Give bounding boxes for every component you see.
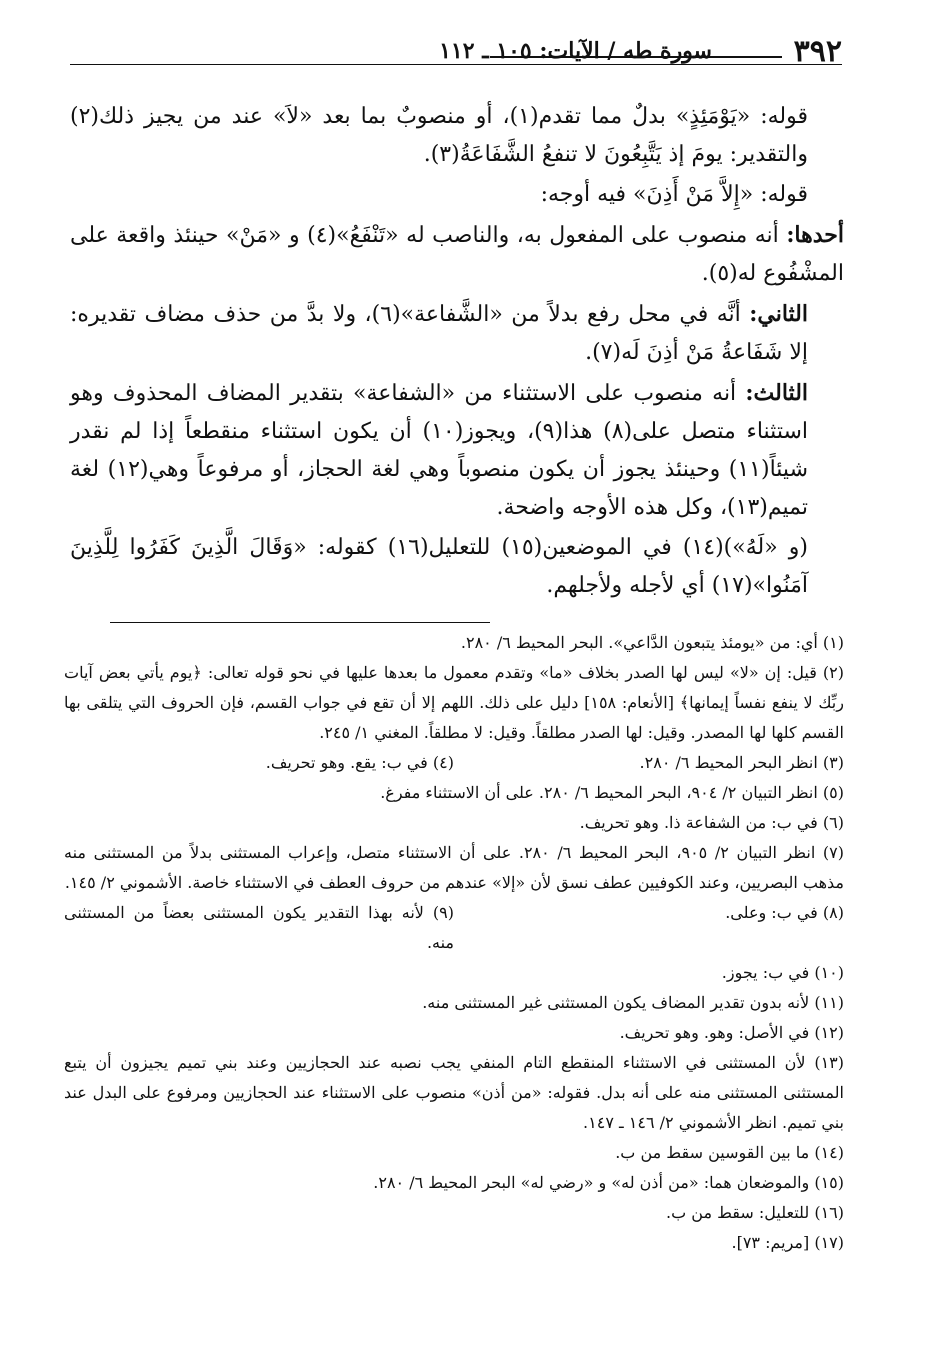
footnote-row	[64, 898, 844, 958]
footnote: (١٢) في الأصل: وهو. وهو تحريف.	[619, 1023, 844, 1042]
paragraph: الثالث: أنه منصوب على الاستثناء من «الشفاعة» بتقدير المضاف المحذوف وهو استثناء متصل على(٨) هذا(٩)، ويجوز(١٠) أن يكون استثناء منقطعاً إذا لم نقدر شيئاً(١١) وحينئذ يجوز أن يكون منصوباً وهي لغة الحجاز، أو مرفوعاً وهي(١٢) لغة تميم(١٣)، وكل هذه الأوجه واضحة.	[70, 380, 809, 520]
paragraph: قوله: «إِلاَّ مَنْ أَذِنَ» فيه أوجه:	[540, 182, 808, 207]
footnote-row	[64, 748, 844, 778]
footnote: (١٦) للتعليل: سقط من ب.	[666, 1203, 844, 1222]
footnote: (٧) انظر التبيان ٢/ ٩٠٥، البحر المحيط ٦/ ٢٨٠. على أن الاستثناء متصل، وإعراب المستثنى بدلاً من المستثنى منه مذهب البصريين، وعند الكوفيين عطف نسق لأن «إلا» عندهم من حروف العطف في الاستثناء خاصة. الأشموني ٢/ ١٤٥.	[64, 843, 845, 892]
footnote: (٦) في ب: من الشفاعة ذا. وهو تحريف.	[579, 813, 844, 832]
footnote-divider	[110, 622, 490, 623]
paragraph: (و «لَهُ»)(١٤) في الموضعين(١٥) للتعليل(١٦) كقوله: «وَقَالَ الَّذِينَ كَفَرُوا لِلَّذِينَ آمَنُوا»(١٧) أي لأجله ولأجلهم.	[70, 535, 808, 598]
footnote: (١٧) [مريم: ٧٣].	[731, 1233, 844, 1252]
footnote: (٥) انظر التبيان ٢/ ٩٠٤، البحر المحيط ٦/ ٢٨٠. على أن الاستثناء مفرغ.	[380, 783, 844, 802]
footnote: (١٥) والموضعان هما: «من أذن له» و «رضي له» البحر المحيط ٦/ ٢٨٠.	[373, 1173, 844, 1192]
header-divider	[70, 64, 842, 65]
paragraph: الثاني: أنَّه في محل رفع بدلاً من «الشَّفاعة»(٦)، ولا بدَّ من حذف مضاف تقديره: إلا شَفَاعةُ مَنْ أذِنَ لَه(٧).	[70, 301, 808, 365]
paragraph: أحدها: أنه منصوب على المفعول به، والناصب له «تَنْفَعُ»(٤) و «مَنْ» حينئذ واقعة على المشْفُوع له(٥).	[70, 222, 844, 286]
footnote: (١٤) ما بين القوسين سقط من ب.	[615, 1143, 844, 1162]
footnote: (١٣) لأن المستثنى في الاستثناء المنقطع التام المنفي يجب نصبه عند الحجازيين وعند بني تميم يجيزون أن يتبع المستثنى المستثنى منه على أنه بدل. فقوله: «من أذن» منصوب على الاستثناء عند الحجازيين ومرفوع على البدل عند بني تميم. انظر الأشموني ٢/ ١٤٦ ـ ١٤٧.	[64, 1053, 844, 1132]
main-text	[70, 98, 844, 607]
paragraph: قوله: «يَوْمَئِذٍ» بدلٌ مما تقدم(١)، أو منصوبٌ بما بعد «لاَ» عند من يجيز ذلك(٢) والتقدير: يومَ إذ يَتَّبِعُونَ لا تنفعُ الشَّفَاعَةُ(٣).	[70, 104, 808, 167]
sura-title: سورة طه / الآيات: ١٠٥ ـ ١١٢	[439, 38, 712, 64]
footnotes	[64, 628, 844, 1258]
paragraph-lead: أحدها:	[786, 222, 844, 248]
page-number: ٣٩٢	[793, 34, 842, 69]
header-rule	[490, 56, 782, 58]
footnote: (١) أي: من «يومئذ يتبعون الدَّاعي». البحر المحيط ٦/ ٢٨٠.	[460, 633, 844, 652]
footnote: (١٠) في ب: يجوز.	[721, 963, 844, 982]
footnote: (٨) في ب: وعلى.	[725, 903, 844, 922]
paragraph-lead: الثاني:	[749, 301, 808, 327]
footnote: (٣) انظر البحر المحيط ٦/ ٢٨٠.	[639, 753, 844, 772]
footnote: (٩) لأنه بهذا التقدير يكون المستثنى بعضاً من المستثنى منه.	[64, 903, 454, 952]
paragraph-lead: الثالث:	[745, 380, 809, 406]
footnote: (١١) لأنه بدون تقدير المضاف يكون المستثنى غير المستثنى منه.	[422, 993, 844, 1012]
footnote: (٢) قيل: إن «لا» ليس لها الصدر بخلاف «ما» وتقدم معمول ما بعدها عليها في نحو قوله تعالى: ﴿يوم يأتي بعض آيات ربِّك لا ينفع نفساً إيمانها﴾ [الأنعام: ١٥٨] دليل على ذلك. اللهم إلا أن تقع في جواب القسم، فإن الحروف التي يتلقى بها القسم كلها لها المصدر. وقيل: لها الصدر مطلقاً. وقيل: لا مطلقاً. المغني ١/ ٢٤٥.	[64, 663, 844, 742]
footnote: (٤) في ب: يقع. وهو تحريف.	[265, 753, 454, 772]
page-header	[70, 28, 842, 68]
